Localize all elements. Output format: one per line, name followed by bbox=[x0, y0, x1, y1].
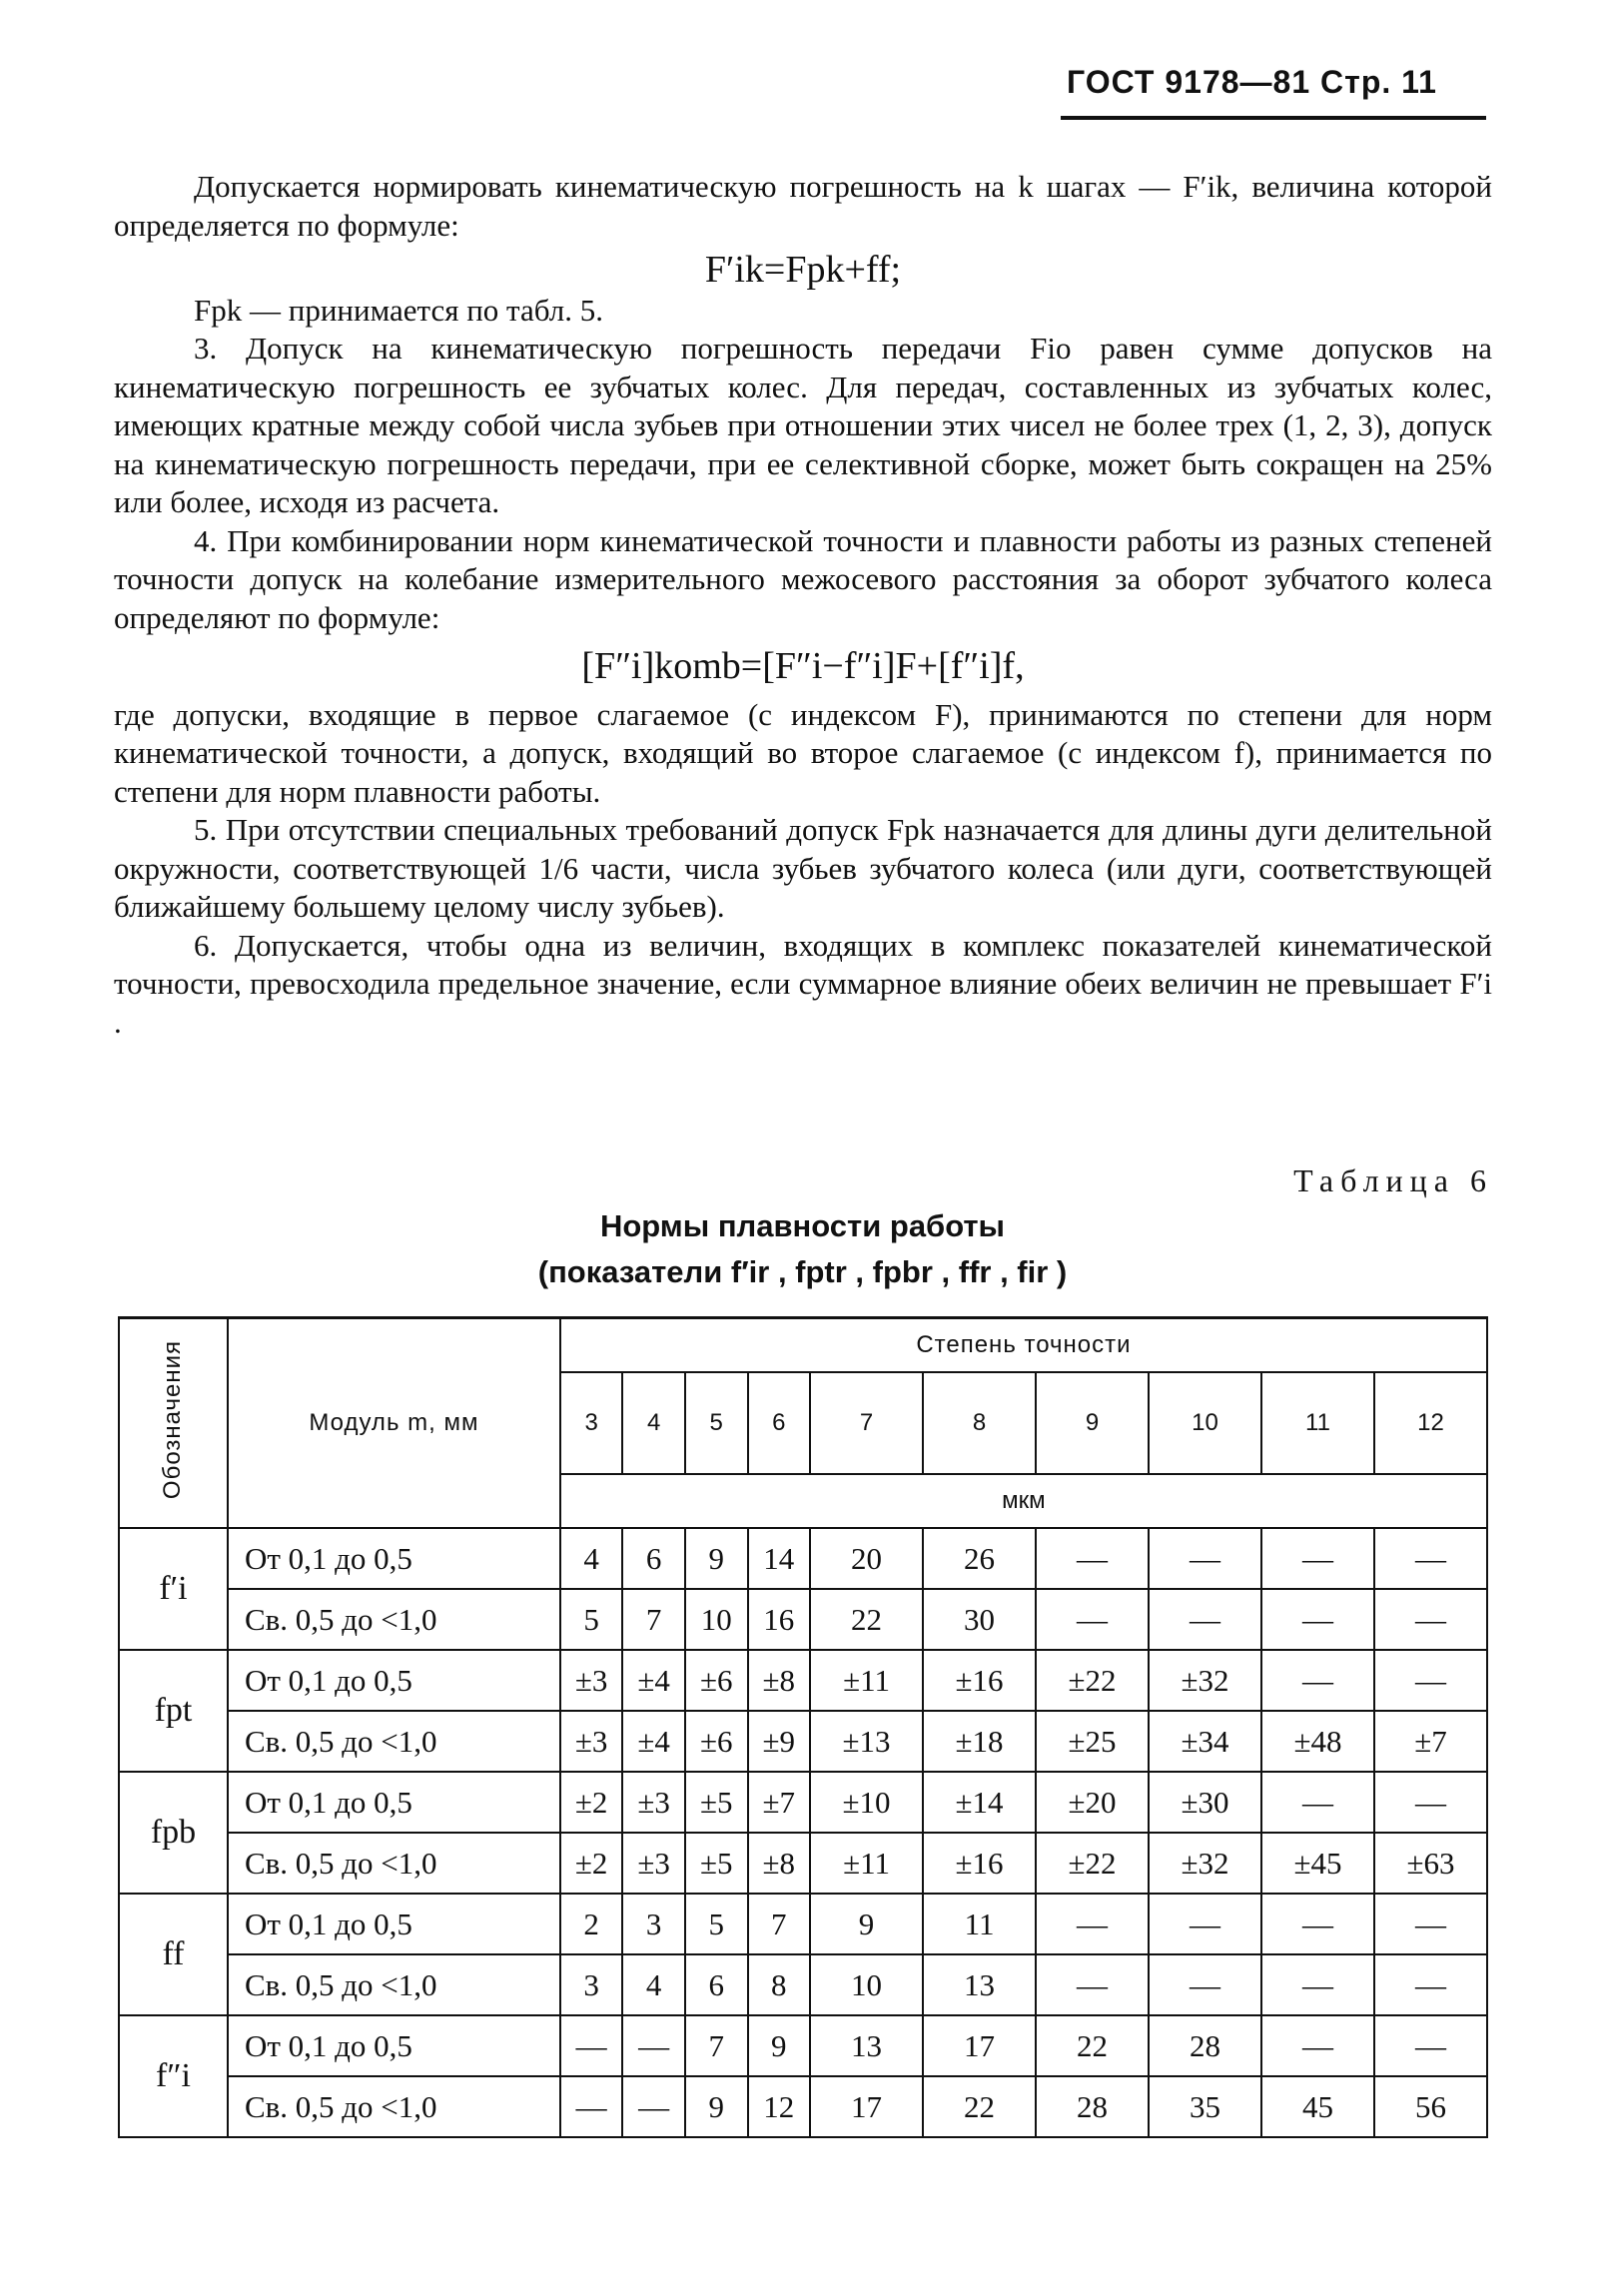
value-cell: 3 bbox=[560, 1954, 623, 2015]
paragraph-6: 5. При отсутствии специальных требований допуск Fpk назначается для длины дуги делительной окружности, соответствующей 1/6 части, числа зубьев зубчатого колеса (или дуги, соответствующей ближайшему большему целому числу зубьев). bbox=[114, 812, 1492, 924]
value-cell: 5 bbox=[685, 1894, 748, 1954]
module-cell: Св. 0,5 до <1,0 bbox=[228, 1711, 560, 1772]
units-header: мкм bbox=[560, 1474, 1487, 1528]
value-cell: 16 bbox=[748, 1589, 811, 1650]
paragraph-4: 4. При комбинировании норм кинематической точности и плавности работы из разных степеней точности допуск на колебание измерительного межосевого расстояния за оборот зубчатого колеса определяют по формуле: bbox=[114, 522, 1492, 635]
value-cell: — bbox=[1374, 1954, 1487, 2015]
value-cell: ±63 bbox=[1374, 1833, 1487, 1894]
value-cell: ±48 bbox=[1261, 1711, 1374, 1772]
table-label: Таблица 6 bbox=[1293, 1162, 1493, 1198]
module-cell: От 0,1 до 0,5 bbox=[228, 2015, 560, 2076]
value-cell: — bbox=[1374, 1528, 1487, 1589]
value-cell: — bbox=[1149, 1894, 1261, 1954]
paragraph-3: 3. Допуск на кинематическую погрешность передачи Fio равен сумме допусков на кинематическую погрешность ее зубчатых колес. Для передач, составленных из зубчатых колес, имеющих кратные между собой числа зубьев при отношении этих чисел не более трех (1, 2, 3), допуск на кинематическую погрешность передачи, при ее селективной сборке, может быть сокращен на 25% или более, исходя из расчета. bbox=[114, 331, 1492, 519]
value-cell: 22 bbox=[810, 1589, 923, 1650]
formula-1: F′ik=Fpk+ff; bbox=[704, 249, 902, 291]
value-cell: 10 bbox=[685, 1589, 748, 1650]
table-row bbox=[119, 2076, 1487, 2137]
value-cell: ±3 bbox=[560, 1650, 623, 1711]
module-cell: Св. 0,5 до <1,0 bbox=[228, 1833, 560, 1894]
value-cell: — bbox=[1261, 1528, 1374, 1589]
value-cell: 5 bbox=[560, 1589, 623, 1650]
value-cell: ±25 bbox=[1036, 1711, 1149, 1772]
value-cell: 28 bbox=[1149, 2015, 1261, 2076]
degree-header: 8 bbox=[923, 1372, 1036, 1474]
value-cell: 8 bbox=[748, 1954, 811, 2015]
accuracy-header: Степень точности bbox=[560, 1318, 1487, 1373]
value-cell: ±32 bbox=[1149, 1650, 1261, 1711]
table-row bbox=[119, 2015, 1487, 2076]
module-cell: Св. 0,5 до <1,0 bbox=[228, 1589, 560, 1650]
table-row bbox=[119, 1772, 1487, 1833]
value-cell: ±11 bbox=[810, 1650, 923, 1711]
value-cell: ±14 bbox=[923, 1772, 1036, 1833]
value-cell: ±11 bbox=[810, 1833, 923, 1894]
value-cell: — bbox=[1149, 1589, 1261, 1650]
value-cell: ±9 bbox=[748, 1711, 811, 1772]
value-cell: ±7 bbox=[748, 1772, 811, 1833]
value-cell: ±30 bbox=[1149, 1772, 1261, 1833]
value-cell: — bbox=[1036, 1528, 1149, 1589]
value-cell: ±5 bbox=[685, 1772, 748, 1833]
value-cell: 2 bbox=[560, 1894, 623, 1954]
value-cell: — bbox=[1261, 1650, 1374, 1711]
module-cell: Св. 0,5 до <1,0 bbox=[228, 2076, 560, 2137]
module-cell: От 0,1 до 0,5 bbox=[228, 1894, 560, 1954]
value-cell: 9 bbox=[810, 1894, 923, 1954]
value-cell: ±16 bbox=[923, 1833, 1036, 1894]
value-cell: 56 bbox=[1374, 2076, 1487, 2137]
paragraph-1: Допускается нормировать кинематическую погрешность на k шагах — F′ik, величина которой определяется по формуле: bbox=[114, 169, 1492, 243]
value-cell: ±22 bbox=[1036, 1833, 1149, 1894]
value-cell: — bbox=[1374, 1589, 1487, 1650]
module-cell: От 0,1 до 0,5 bbox=[228, 1528, 560, 1589]
norms-table bbox=[118, 1316, 1488, 2138]
designation-cell: f″i bbox=[119, 2015, 228, 2137]
value-cell: ±6 bbox=[685, 1711, 748, 1772]
value-cell: 6 bbox=[622, 1528, 685, 1589]
paragraph-7: 6. Допускается, чтобы одна из величин, входящих в комплекс показателей кинематической точности, превосходила предельное значение, если суммарное влияние обеих величин не превышает F′i . bbox=[114, 927, 1492, 1040]
value-cell: — bbox=[1149, 1528, 1261, 1589]
value-cell: 9 bbox=[748, 2015, 811, 2076]
value-cell: ±2 bbox=[560, 1833, 623, 1894]
value-cell: ±2 bbox=[560, 1772, 623, 1833]
module-header: Модуль m, мм bbox=[228, 1318, 560, 1529]
table-title: Нормы плавности работы bbox=[599, 1208, 1006, 1243]
table-row bbox=[119, 1954, 1487, 2015]
module-cell: От 0,1 до 0,5 bbox=[228, 1772, 560, 1833]
value-cell: ±8 bbox=[748, 1833, 811, 1894]
value-cell: 35 bbox=[1149, 2076, 1261, 2137]
value-cell: ±4 bbox=[622, 1711, 685, 1772]
designation-header bbox=[119, 1318, 228, 1529]
value-cell: — bbox=[1149, 1954, 1261, 2015]
designation-cell: f′i bbox=[119, 1528, 228, 1650]
value-cell: ±3 bbox=[622, 1833, 685, 1894]
value-cell: 14 bbox=[748, 1528, 811, 1589]
degree-header: 12 bbox=[1374, 1372, 1487, 1474]
table-row bbox=[119, 1589, 1487, 1650]
value-cell: ±3 bbox=[560, 1711, 623, 1772]
value-cell: — bbox=[1036, 1589, 1149, 1650]
header-rule bbox=[1061, 116, 1486, 120]
value-cell: 17 bbox=[810, 2076, 923, 2137]
value-cell: — bbox=[1374, 1772, 1487, 1833]
value-cell: — bbox=[622, 2015, 685, 2076]
value-cell: 4 bbox=[560, 1528, 623, 1589]
degree-header: 3 bbox=[560, 1372, 623, 1474]
value-cell: 9 bbox=[685, 2076, 748, 2137]
degree-header: 4 bbox=[622, 1372, 685, 1474]
paragraph-5: где допуски, входящие в первое слагаемое (с индексом F), принимаются по степени для норм кинематической точности, а допуск, входящий во второе слагаемое (с индексом f), принимается по степени для норм плавности работы. bbox=[114, 696, 1492, 809]
value-cell: 13 bbox=[923, 1954, 1036, 2015]
value-cell: ±16 bbox=[923, 1650, 1036, 1711]
value-cell: 28 bbox=[1036, 2076, 1149, 2137]
value-cell: ±32 bbox=[1149, 1833, 1261, 1894]
degree-header: 9 bbox=[1036, 1372, 1149, 1474]
value-cell: — bbox=[1036, 1894, 1149, 1954]
value-cell: 9 bbox=[685, 1528, 748, 1589]
designation-cell: fpb bbox=[119, 1772, 228, 1894]
value-cell: ±7 bbox=[1374, 1711, 1487, 1772]
paragraph-2: Fpk — принимается по табл. 5. bbox=[194, 292, 603, 328]
value-cell: 11 bbox=[923, 1894, 1036, 1954]
value-cell: — bbox=[1261, 1589, 1374, 1650]
value-cell: 7 bbox=[685, 2015, 748, 2076]
table-row bbox=[119, 1711, 1487, 1772]
table-row bbox=[119, 1894, 1487, 1954]
value-cell: 30 bbox=[923, 1589, 1036, 1650]
value-cell: 22 bbox=[1036, 2015, 1149, 2076]
value-cell: 45 bbox=[1261, 2076, 1374, 2137]
value-cell: ±3 bbox=[622, 1772, 685, 1833]
value-cell: 3 bbox=[622, 1894, 685, 1954]
table-row bbox=[119, 1528, 1487, 1589]
value-cell: 20 bbox=[810, 1528, 923, 1589]
formula-2: [F″i]komb=[F″i−f″i]F+[f″i]f, bbox=[581, 645, 1025, 687]
text-body bbox=[114, 168, 1492, 1042]
value-cell: 4 bbox=[622, 1954, 685, 2015]
degree-header: 5 bbox=[685, 1372, 748, 1474]
table-row bbox=[119, 1650, 1487, 1711]
value-cell: ±4 bbox=[622, 1650, 685, 1711]
value-cell: 13 bbox=[810, 2015, 923, 2076]
value-cell: — bbox=[1036, 1954, 1149, 2015]
degree-header: 7 bbox=[810, 1372, 923, 1474]
value-cell: 7 bbox=[622, 1589, 685, 1650]
value-cell: 22 bbox=[923, 2076, 1036, 2137]
degree-header: 11 bbox=[1261, 1372, 1374, 1474]
value-cell: ±22 bbox=[1036, 1650, 1149, 1711]
value-cell: 7 bbox=[748, 1894, 811, 1954]
table-row bbox=[119, 1833, 1487, 1894]
value-cell: — bbox=[622, 2076, 685, 2137]
value-cell: ±34 bbox=[1149, 1711, 1261, 1772]
module-cell: От 0,1 до 0,5 bbox=[228, 1650, 560, 1711]
designation-label: Обозначения bbox=[159, 1339, 187, 1500]
value-cell: ±6 bbox=[685, 1650, 748, 1711]
value-cell: 26 bbox=[923, 1528, 1036, 1589]
value-cell: — bbox=[1261, 1894, 1374, 1954]
value-cell: ±18 bbox=[923, 1711, 1036, 1772]
page-header: ГОСТ 9178—81 Стр. 11 bbox=[1067, 64, 1437, 100]
value-cell: — bbox=[560, 2015, 623, 2076]
value-cell: ±13 bbox=[810, 1711, 923, 1772]
degree-header: 10 bbox=[1149, 1372, 1261, 1474]
value-cell: 12 bbox=[748, 2076, 811, 2137]
value-cell: — bbox=[1374, 1650, 1487, 1711]
value-cell: ±45 bbox=[1261, 1833, 1374, 1894]
value-cell: — bbox=[1261, 1954, 1374, 2015]
value-cell: — bbox=[560, 2076, 623, 2137]
value-cell: — bbox=[1374, 2015, 1487, 2076]
value-cell: 17 bbox=[923, 2015, 1036, 2076]
value-cell: 6 bbox=[685, 1954, 748, 2015]
degree-header: 6 bbox=[748, 1372, 811, 1474]
value-cell: — bbox=[1261, 2015, 1374, 2076]
designation-cell: fpt bbox=[119, 1650, 228, 1772]
value-cell: — bbox=[1374, 1894, 1487, 1954]
table-subtitle: (показатели f′ir , fptr , fpbr , ffr , fir ) bbox=[537, 1254, 1068, 1289]
value-cell: — bbox=[1261, 1772, 1374, 1833]
value-cell: ±10 bbox=[810, 1772, 923, 1833]
designation-cell: ff bbox=[119, 1894, 228, 2015]
value-cell: ±5 bbox=[685, 1833, 748, 1894]
value-cell: ±8 bbox=[748, 1650, 811, 1711]
table-body bbox=[119, 1528, 1487, 2137]
value-cell: 10 bbox=[810, 1954, 923, 2015]
module-cell: Св. 0,5 до <1,0 bbox=[228, 1954, 560, 2015]
value-cell: ±20 bbox=[1036, 1772, 1149, 1833]
